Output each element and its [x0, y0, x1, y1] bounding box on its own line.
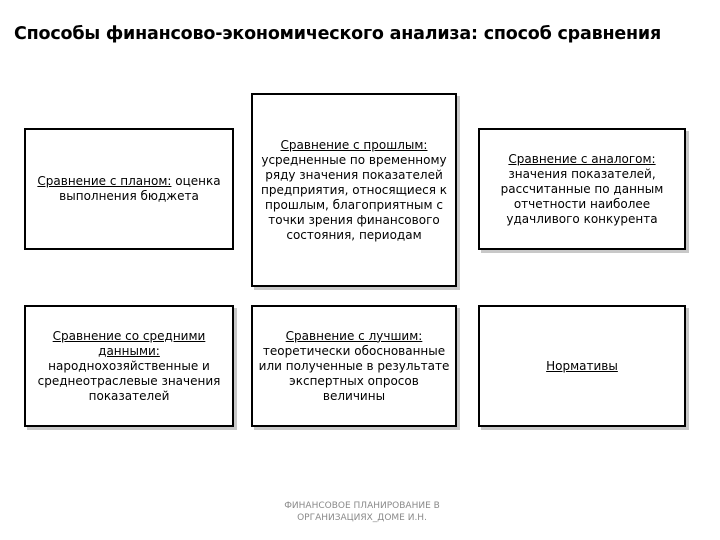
box-compare-past-heading: Сравнение с прошлым: [280, 137, 428, 152]
box-compare-best-heading: Сравнение с лучшим: [285, 328, 423, 343]
footer-line-2: ОРГАНИЗАЦИЯХ_ДОМЕ И.Н. [297, 513, 427, 523]
box-norms [478, 305, 686, 427]
footer-line-1: ФИНАНСОВОЕ ПЛАНИРОВАНИЕ В [284, 501, 440, 511]
box-compare-average-heading: Сравнение со средними данными: [52, 328, 206, 358]
footer-caption [262, 500, 462, 524]
box-compare-plan-text: оценка выполнения бюджета [59, 174, 221, 203]
box-compare-best [251, 305, 457, 427]
box-compare-analog-content [484, 152, 680, 227]
box-compare-average [24, 305, 234, 427]
box-compare-plan [24, 128, 234, 250]
box-compare-average-content [30, 329, 228, 404]
box-compare-past [251, 93, 457, 287]
box-compare-average-text: народнохозяйственные и среднеотраслевые значения показателей [37, 358, 221, 403]
box-compare-plan-content [30, 174, 228, 204]
box-compare-past-content [257, 138, 451, 243]
box-compare-plan-heading: Сравнение с планом: [37, 174, 172, 188]
box-compare-analog [478, 128, 686, 250]
page-title: Способы финансово-экономического анализа: способ сравнения [14, 24, 662, 44]
box-compare-analog-heading: Сравнение с аналогом: [508, 151, 656, 166]
box-compare-best-content [257, 329, 451, 404]
box-compare-past-text: усредненные по временному ряду значения показателей предприятия, относящиеся к прошлым, благоприятным с точки зрения финансового состояния, периодам [261, 152, 447, 242]
box-compare-best-text: теоретически обоснованные или полученные в результате экспертных опросов величины [258, 343, 450, 403]
box-norms-heading: Нормативы [546, 358, 618, 373]
box-compare-analog-text: значения показателей, рассчитанные по данным отчетности наиболее удачливого конкурента [500, 166, 664, 226]
